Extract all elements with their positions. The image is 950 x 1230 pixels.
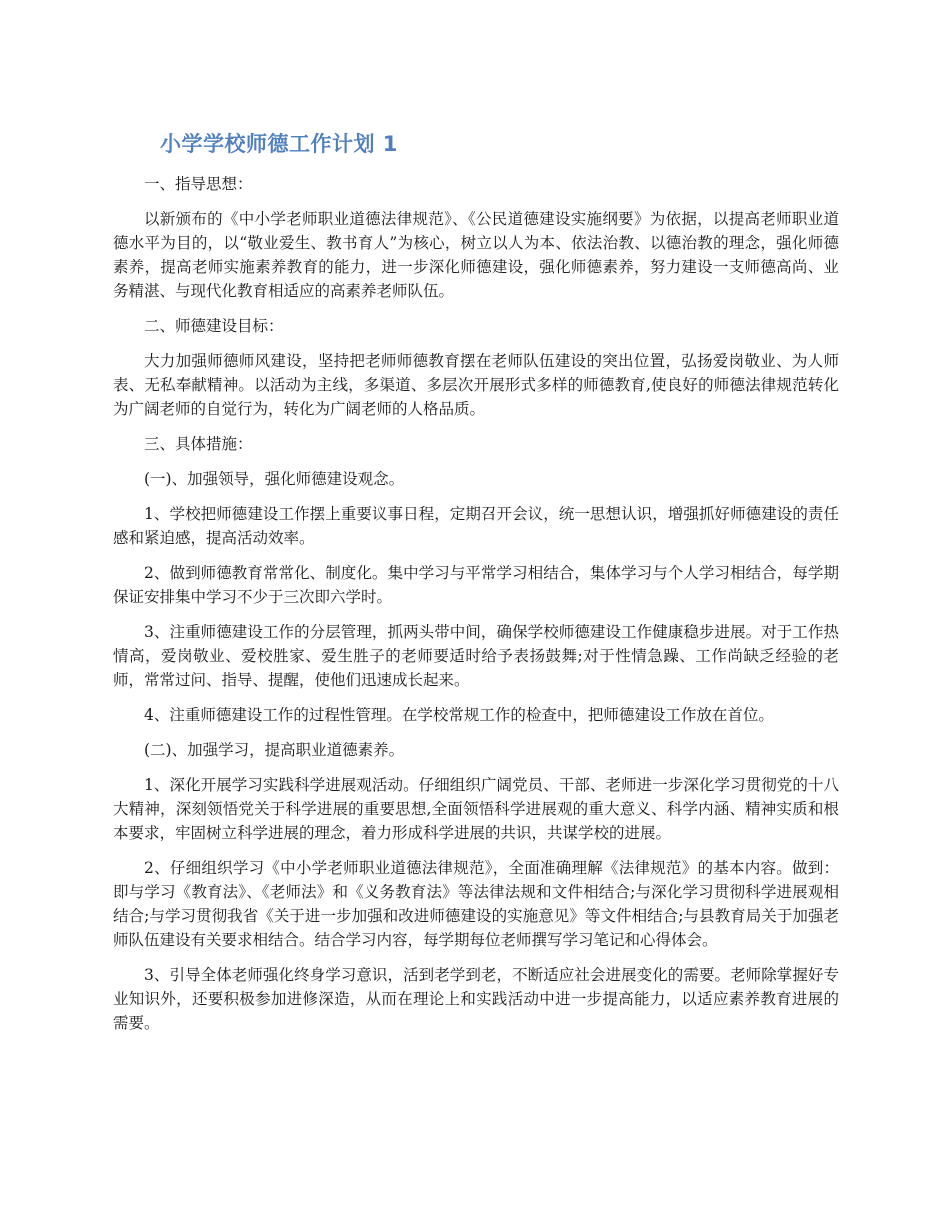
heading-guiding-ideology: 一、指导思想： bbox=[144, 175, 253, 193]
paragraph: 3、引导全体老师强化终身学习意识，活到老学到老，不断适应社会进展变化的需要。老师除掌握好专业知识外，还要积极参加进修深造，从而在理论上和实践活动中进一步提高能力，以适应素养教育进展的需要。 bbox=[113, 966, 839, 1032]
subheading-leadership: (一)、加强领导，强化师德建设观念。 bbox=[144, 470, 405, 488]
paragraph: 1、深化开展学习实践科学进展观活动。仔细组织广阔党员、干部、老师进一步深化学习贯彻党的十八大精神，深刻领悟党关于科学进展的重要思想,全面领悟科学进展观的重大意义、科学内涵、精神实质和根本要求，牢固树立科学进展的理念，着力形成科学进展的共识，共谋学校的进展。 bbox=[113, 776, 839, 842]
heading-construction-goals: 二、师德建设目标： bbox=[144, 317, 284, 335]
paragraph: 2、仔细组织学习《中小学老师职业道德法律规范》，全面准确理解《法律规范》的基本内容。做到：即与学习《教育法》、《老师法》和《义务教育法》等法律法规和文件相结合;与深化学习贯彻科学进展观相结合;与学习贯彻我省《关于进一步加强和改进师德建设的实施意见》等文件相结合;与县教育局关于加强老师队伍建设有关要求相结合。结合学习内容，每学期每位老师撰写学习笔记和心得体会。 bbox=[113, 859, 839, 949]
document-body bbox=[113, 172, 839, 1046]
paragraph: 1、学校把师德建设工作摆上重要议事日程，定期召开会议，统一思想认识，增强抓好师德建设的责任感和紧迫感，提高活动效率。 bbox=[113, 505, 839, 547]
paragraph: 大力加强师德师风建设，坚持把老师师德教育摆在老师队伍建设的突出位置，弘扬爱岗敬业、为人师表、无私奉献精神。以活动为主线，多渠道、多层次开展形式多样的师德教育,使良好的师德法律规范转化为广阔老师的自觉行为，转化为广阔老师的人格品质。 bbox=[113, 352, 839, 418]
paragraph: 以新颁布的《中小学老师职业道德法律规范》、《公民道德建设实施纲要》为依据，以提高老师职业道德水平为目的，以“敬业爱生、教书育人”为核心，树立以人为本、依法治教、以德治教的理念，强化师德素养，提高老师实施素养教育的能力，进一步深化师德建设，强化师德素养，努力建设一支师德高尚、业务精湛、与现代化教育相适应的高素养老师队伍。 bbox=[113, 210, 839, 300]
paragraph: 2、做到师德教育常常化、制度化。集中学习与平常学习相结合，集体学习与个人学习相结合，每学期保证安排集中学习不少于三次即六学时。 bbox=[113, 564, 839, 606]
subheading-study: (二)、加强学习，提高职业道德素养。 bbox=[144, 741, 405, 759]
heading-specific-measures: 三、具体措施： bbox=[144, 435, 253, 453]
paragraph: 3、注重师德建设工作的分层管理，抓两头带中间，确保学校师德建设工作健康稳步进展。对于工作热情高，爱岗敬业、爱校胜家、爱生胜子的老师要适时给予表扬鼓舞;对于性情急躁、工作尚缺乏经验的老师，常常过问、指导、提醒，使他们迅速成长起来。 bbox=[113, 623, 839, 689]
document-title: 小学学校师德工作计划 1 bbox=[160, 132, 398, 156]
paragraph: 4、注重师德建设工作的过程性管理。在学校常规工作的检查中，把师德建设工作放在首位。 bbox=[144, 706, 774, 724]
